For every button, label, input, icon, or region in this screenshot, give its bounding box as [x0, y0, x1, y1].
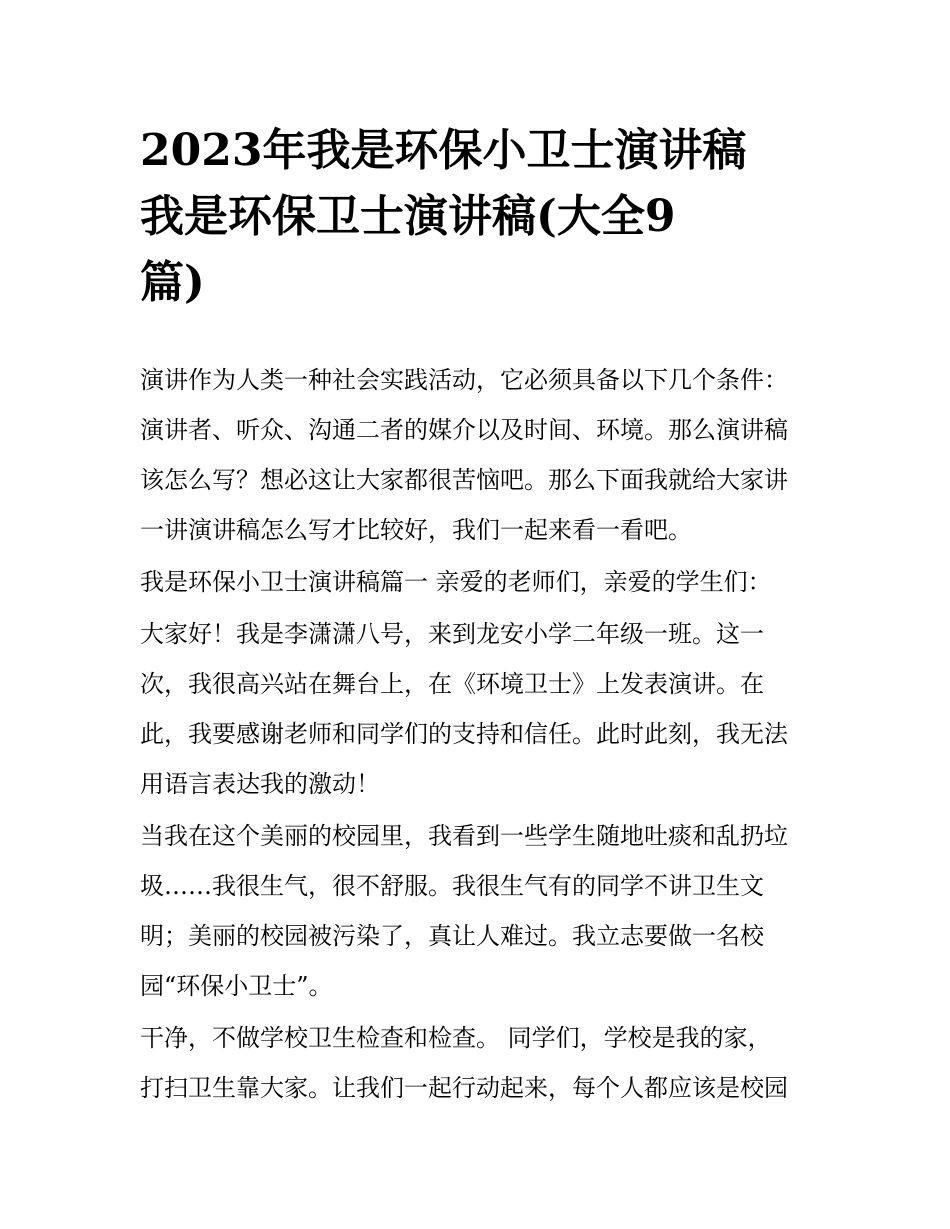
title-line: 篇)	[140, 257, 205, 308]
text-line: 演讲作为人类一种社会实践活动，它必须具备以下几个条件：	[140, 366, 788, 394]
text-line: 圾……我很生气，很不舒服。我很生气有的同学不讲卫生文	[140, 872, 764, 900]
text-line: 大家好！我是李潇潇八号，来到龙安小学二年级一班。这一	[140, 620, 764, 648]
title-line: 我是环保卫士演讲稿(大全9	[140, 191, 676, 242]
paragraph-campus	[140, 811, 820, 1011]
text-line: 当我在这个美丽的校园里，我看到一些学生随地吐痰和乱扔垃	[140, 822, 788, 850]
paragraph-action	[140, 1013, 820, 1113]
paragraph-intro	[140, 355, 820, 555]
text-line: 此，我要感谢老师和同学们的支持和信任。此时此刻，我无法	[140, 720, 788, 748]
text-line: 次，我很高兴站在舞台上，在《环境卫士》上发表演讲。在	[140, 670, 764, 698]
text-line: 演讲者、听众、沟通二者的媒介以及时间、环境。那么演讲稿	[140, 416, 788, 444]
paragraph-heading	[140, 557, 820, 607]
text-line: 用语言表达我的激动！	[140, 770, 380, 798]
text-line: 园“环保小卫士”。	[140, 972, 333, 1000]
paragraph-greeting	[140, 609, 820, 809]
document-body	[140, 355, 820, 1113]
text-line: 干净，不做学校卫生检查和检查。 同学们，学校是我的家，	[140, 1024, 772, 1052]
text-line: 打扫卫生靠大家。让我们一起行动起来，每个人都应该是校园	[140, 1074, 788, 1102]
text-line: 我是环保小卫士演讲稿篇一 亲爱的老师们，亲爱的学生们：	[140, 568, 772, 596]
document-title	[140, 118, 820, 316]
text-line: 一讲演讲稿怎么写才比较好，我们一起来看一看吧。	[140, 516, 692, 544]
text-line: 该怎么写？想必这让大家都很苦恼吧。那么下面我就给大家讲	[140, 466, 788, 494]
text-line: 明；美丽的校园被污染了，真让人难过。我立志要做一名校	[140, 922, 764, 950]
title-line: 2023年我是环保小卫士演讲稿	[140, 125, 747, 176]
